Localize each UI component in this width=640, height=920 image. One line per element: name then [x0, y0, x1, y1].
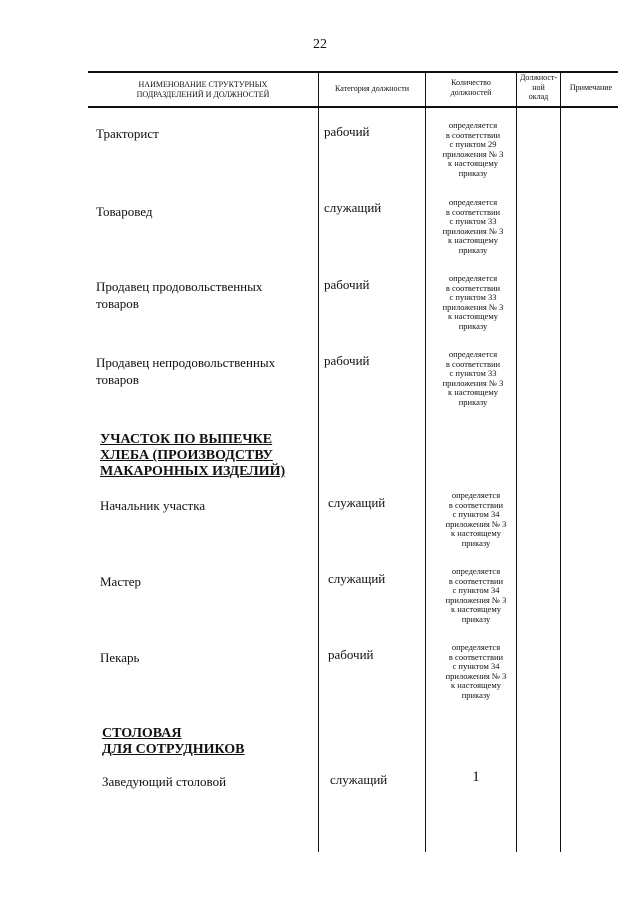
quantity-line: определяется: [451, 566, 501, 576]
section-title: [102, 726, 332, 758]
quantity-line: в соответствии: [448, 499, 504, 510]
header-name-line2: ПОДРАЗДЕЛЕНИЙ И ДОЛЖНОСТЕЙ: [136, 89, 270, 99]
position-category: рабочий: [324, 353, 370, 368]
header-salary-line2: ной: [532, 82, 545, 92]
header-note-column: Примечание: [569, 83, 613, 92]
quantity-line: приложения № 3: [442, 377, 504, 388]
quantity-line: 1: [472, 769, 480, 785]
header-name-line1: НАИМЕНОВАНИЕ СТРУКТУРНЫХ: [138, 80, 268, 89]
quantity-line: приказу: [458, 396, 488, 407]
quantity-line: в соответствии: [448, 575, 504, 586]
header-salary-line1: Должност-: [519, 73, 558, 82]
quantity-line: в соответствии: [445, 282, 501, 293]
section-title-line: МАКАРОННЫХ ИЗДЕЛИЙ): [100, 464, 286, 479]
section-title-line: ДЛЯ СОТРУДНИКОВ: [102, 742, 245, 757]
section-title-line: СТОЛОВАЯ: [102, 726, 182, 741]
header-salary-column: [517, 73, 560, 102]
quantity-line: с пунктом 33: [449, 216, 497, 227]
section-title-line: УЧАСТОК ПО ВЫПЕЧКЕ: [100, 432, 273, 447]
quantity-line: к настоящему: [451, 680, 501, 691]
position-name-line: Мастер: [100, 574, 142, 589]
position-category: рабочий: [324, 124, 370, 139]
quantity-line: к настоящему: [448, 387, 498, 398]
position-name: [100, 573, 315, 590]
position-name: [100, 497, 315, 514]
position-quantity: [431, 491, 521, 549]
quantity-line: с пунктом 33: [449, 368, 497, 379]
quantity-line: приказу: [461, 689, 491, 700]
column-rule-salary: [516, 72, 517, 852]
header-category-column: Категория должности: [335, 84, 409, 93]
position-category: служащий: [328, 571, 386, 586]
position-quantity: [428, 198, 518, 256]
quantity-line: определяется: [451, 490, 501, 500]
column-rule-note: [560, 72, 561, 852]
quantity-line: в соответствии: [445, 206, 501, 217]
column-rule-quantity: [425, 72, 426, 852]
quantity-line: приложения № 3: [442, 301, 504, 312]
position-name-line: Товаровед: [96, 204, 153, 219]
header-qty-line2: должностей: [450, 87, 492, 97]
position-category: служащий: [324, 200, 382, 215]
position-name-line: Продавец непродовольственных: [96, 355, 276, 370]
quantity-line: определяется: [448, 273, 498, 283]
position-name: [96, 125, 311, 142]
position-name: [100, 649, 315, 666]
position-name: [96, 354, 311, 388]
page-number: 22: [313, 37, 327, 52]
position-name-line: Пекарь: [100, 650, 140, 665]
quantity-line: приказу: [458, 244, 488, 255]
quantity-line: определяется: [448, 197, 498, 207]
section-title: [100, 432, 330, 480]
quantity-line: приложения № 3: [442, 225, 504, 236]
position-quantity: [431, 567, 521, 625]
position-category: служащий: [330, 772, 388, 787]
section-title-line: ХЛЕБА (ПРОИЗВОДСТВУ: [100, 448, 273, 463]
quantity-line: с пунктом 33: [449, 292, 497, 303]
position-category: рабочий: [328, 647, 374, 662]
position-category: рабочий: [324, 277, 370, 292]
quantity-line: к настоящему: [448, 235, 498, 246]
quantity-line: определяется: [448, 120, 498, 130]
quantity-line: приложения № 3: [445, 670, 507, 681]
header-salary-line3: оклад: [528, 92, 549, 101]
position-name-line: Продавец продовольственных: [96, 279, 263, 294]
quantity-line: в соответствии: [448, 651, 504, 662]
quantity-line: с пунктом 34: [452, 509, 500, 520]
position-name-line: Тракторист: [96, 126, 159, 141]
quantity-line: приложения № 3: [445, 518, 507, 529]
quantity-line: в соответствии: [445, 129, 501, 140]
quantity-line: определяется: [451, 642, 501, 652]
quantity-line: к настоящему: [448, 158, 498, 169]
quantity-line: приказу: [458, 320, 488, 331]
quantity-line: приложения № 3: [442, 148, 504, 159]
quantity-line: приказу: [458, 167, 488, 178]
header-qty-line1: Количество: [451, 78, 491, 87]
quantity-line: к настоящему: [448, 311, 498, 322]
position-quantity: [431, 643, 521, 701]
quantity-line: определяется: [448, 349, 498, 359]
quantity-line: в соответствии: [445, 358, 501, 369]
position-name-line: Начальник участка: [100, 498, 206, 513]
header-bottom-rule: [88, 106, 618, 108]
quantity-line: с пунктом 34: [452, 661, 500, 672]
position-name-line: Заведующий столовой: [102, 774, 227, 789]
position-quantity: [431, 768, 521, 786]
quantity-line: с пунктом 29: [449, 139, 497, 150]
quantity-line: приказу: [461, 537, 491, 548]
position-name: [96, 203, 311, 220]
position-name-line: товаров: [96, 372, 139, 387]
position-quantity: [428, 121, 518, 179]
quantity-line: с пунктом 34: [452, 585, 500, 596]
position-name-line: товаров: [96, 296, 139, 311]
quantity-line: приложения № 3: [445, 594, 507, 605]
header-quantity-column: [427, 78, 515, 97]
quantity-line: приказу: [461, 613, 491, 624]
header-name-column: [90, 80, 316, 99]
position-name: [102, 773, 317, 790]
position-name: [96, 278, 311, 312]
quantity-line: к настоящему: [451, 604, 501, 615]
position-quantity: [428, 350, 518, 408]
quantity-line: к настоящему: [451, 528, 501, 539]
position-quantity: [428, 274, 518, 332]
position-category: служащий: [328, 495, 386, 510]
